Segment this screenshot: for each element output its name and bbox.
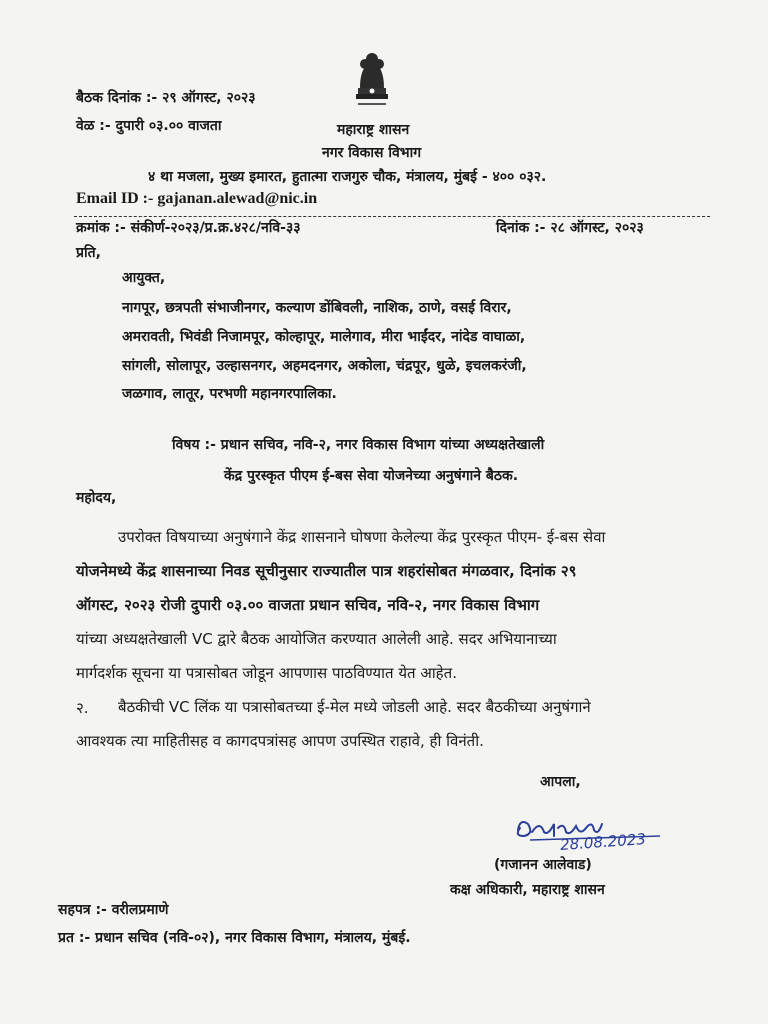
copy-to: प्रत :- प्रधान सचिव (नवि-०२), नगर विकास विभाग, मंत्रालय, मुंबई. (58, 930, 411, 946)
recipient-line: अमरावती, भिवंडी निजामपूर, कोल्हापूर, मालेगाव, मीरा भाईंदर, नांदेड वाघाळा, (122, 329, 526, 345)
signatory-designation: कक्ष अधिकारी, महाराष्ट्र शासन (450, 882, 605, 898)
header-divider (74, 216, 710, 217)
reference-number: क्रमांक :- संकीर्ण-२०२३/प्र.क्र.४२८/नवि-३३ (76, 220, 301, 236)
paragraph-line: योजनेमध्ये केंद्र शासनाच्या निवड सूचीनुसार राज्यातील पात्र शहरांसोबत मंगळवार, दिनांक २९ (76, 562, 577, 580)
signature-date: 28.08.2023 (559, 830, 647, 854)
signatory-name: (गजानन आलेवाड) (494, 857, 592, 873)
paragraph-2-number: २. (76, 699, 89, 717)
salutation: महोदय, (76, 490, 117, 506)
recipient-line: सांगली, सोलापूर, उल्हासनगर, अहमदनगर, अकोला, चंद्रपूर, धुळे, इचलकरंजी, (122, 358, 527, 374)
closing: आपला, (540, 774, 581, 790)
recipient-line: नागपूर, छत्रपती संभाजीनगर, कल्याण डोंबिवली, नाशिक, ठाणे, वसई विरार, (122, 300, 512, 316)
meeting-time: वेळ :- दुपारी ०३.०० वाजता (76, 118, 222, 134)
paragraph-line: उपरोक्त विषयाच्या अनुषंगाने केंद्र शासनाने घोषणा केलेल्या केंद्र पुरस्कृत पीएम- ई-बस सेवा (118, 528, 606, 546)
department-name: नगर विकास विभाग (322, 145, 422, 161)
office-address: ४ था मजला, मुख्य इमारत, हुतात्मा राजगुरु चौक, मंत्रालय, मुंबई - ४०० ०३२. (148, 169, 547, 185)
reference-date: दिनांक :- २८ ऑगस्ट, २०२३ (496, 220, 644, 236)
paragraph-line: बैठकीची VC लिंक या पत्रासोबतच्या ई-मेल मध्ये जोडली आहे. सदर बैठकीच्या अनुषंगाने (118, 698, 591, 716)
subject-line: केंद्र पुरस्कृत पीएम ई-बस सेवा योजनेच्या अनुषंगाने बैठक. (224, 468, 519, 484)
paragraph-2 (76, 690, 591, 758)
paragraph-line: मार्गदर्शक सूचना या पत्रासोबत जोडून आपणास पाठविण्यात येत आहेत. (76, 664, 457, 682)
recipient-line: जळगाव, लातूर, परभणी महानगरपालिका. (122, 386, 337, 402)
to-label: प्रति, (76, 245, 101, 261)
recipient-title: आयुक्त, (122, 270, 166, 286)
paragraph-1 (76, 520, 605, 690)
meeting-date: बैठक दिनांक :- २९ ऑगस्ट, २०२३ (76, 90, 256, 106)
enclosure: सहपत्र :- वरीलप्रमाणे (58, 902, 169, 918)
government-name: महाराष्ट्र शासन (337, 122, 410, 138)
paragraph-line: ऑगस्ट, २०२३ रोजी दुपारी ०३.०० वाजता प्रधान सचिव, नवि-२, नगर विकास विभाग (76, 596, 540, 614)
email-line: Email ID :- gajanan.alewad@nic.in (76, 190, 318, 207)
paragraph-line: आवश्यक त्या माहितीसह व कागदपत्रांसह आपण उपस्थित राहावे, ही विनंती. (76, 732, 484, 750)
paragraph-line: यांच्या अध्यक्षतेखाली VC द्वारे बैठक आयोजित करण्यात आलेली आहे. सदर अभियानाच्या (76, 630, 557, 648)
state-emblem-icon (350, 50, 394, 112)
subject-line: विषय :- प्रधान सचिव, नवि-२, नगर विकास विभाग यांच्या अध्यक्षतेखाली (172, 437, 545, 453)
